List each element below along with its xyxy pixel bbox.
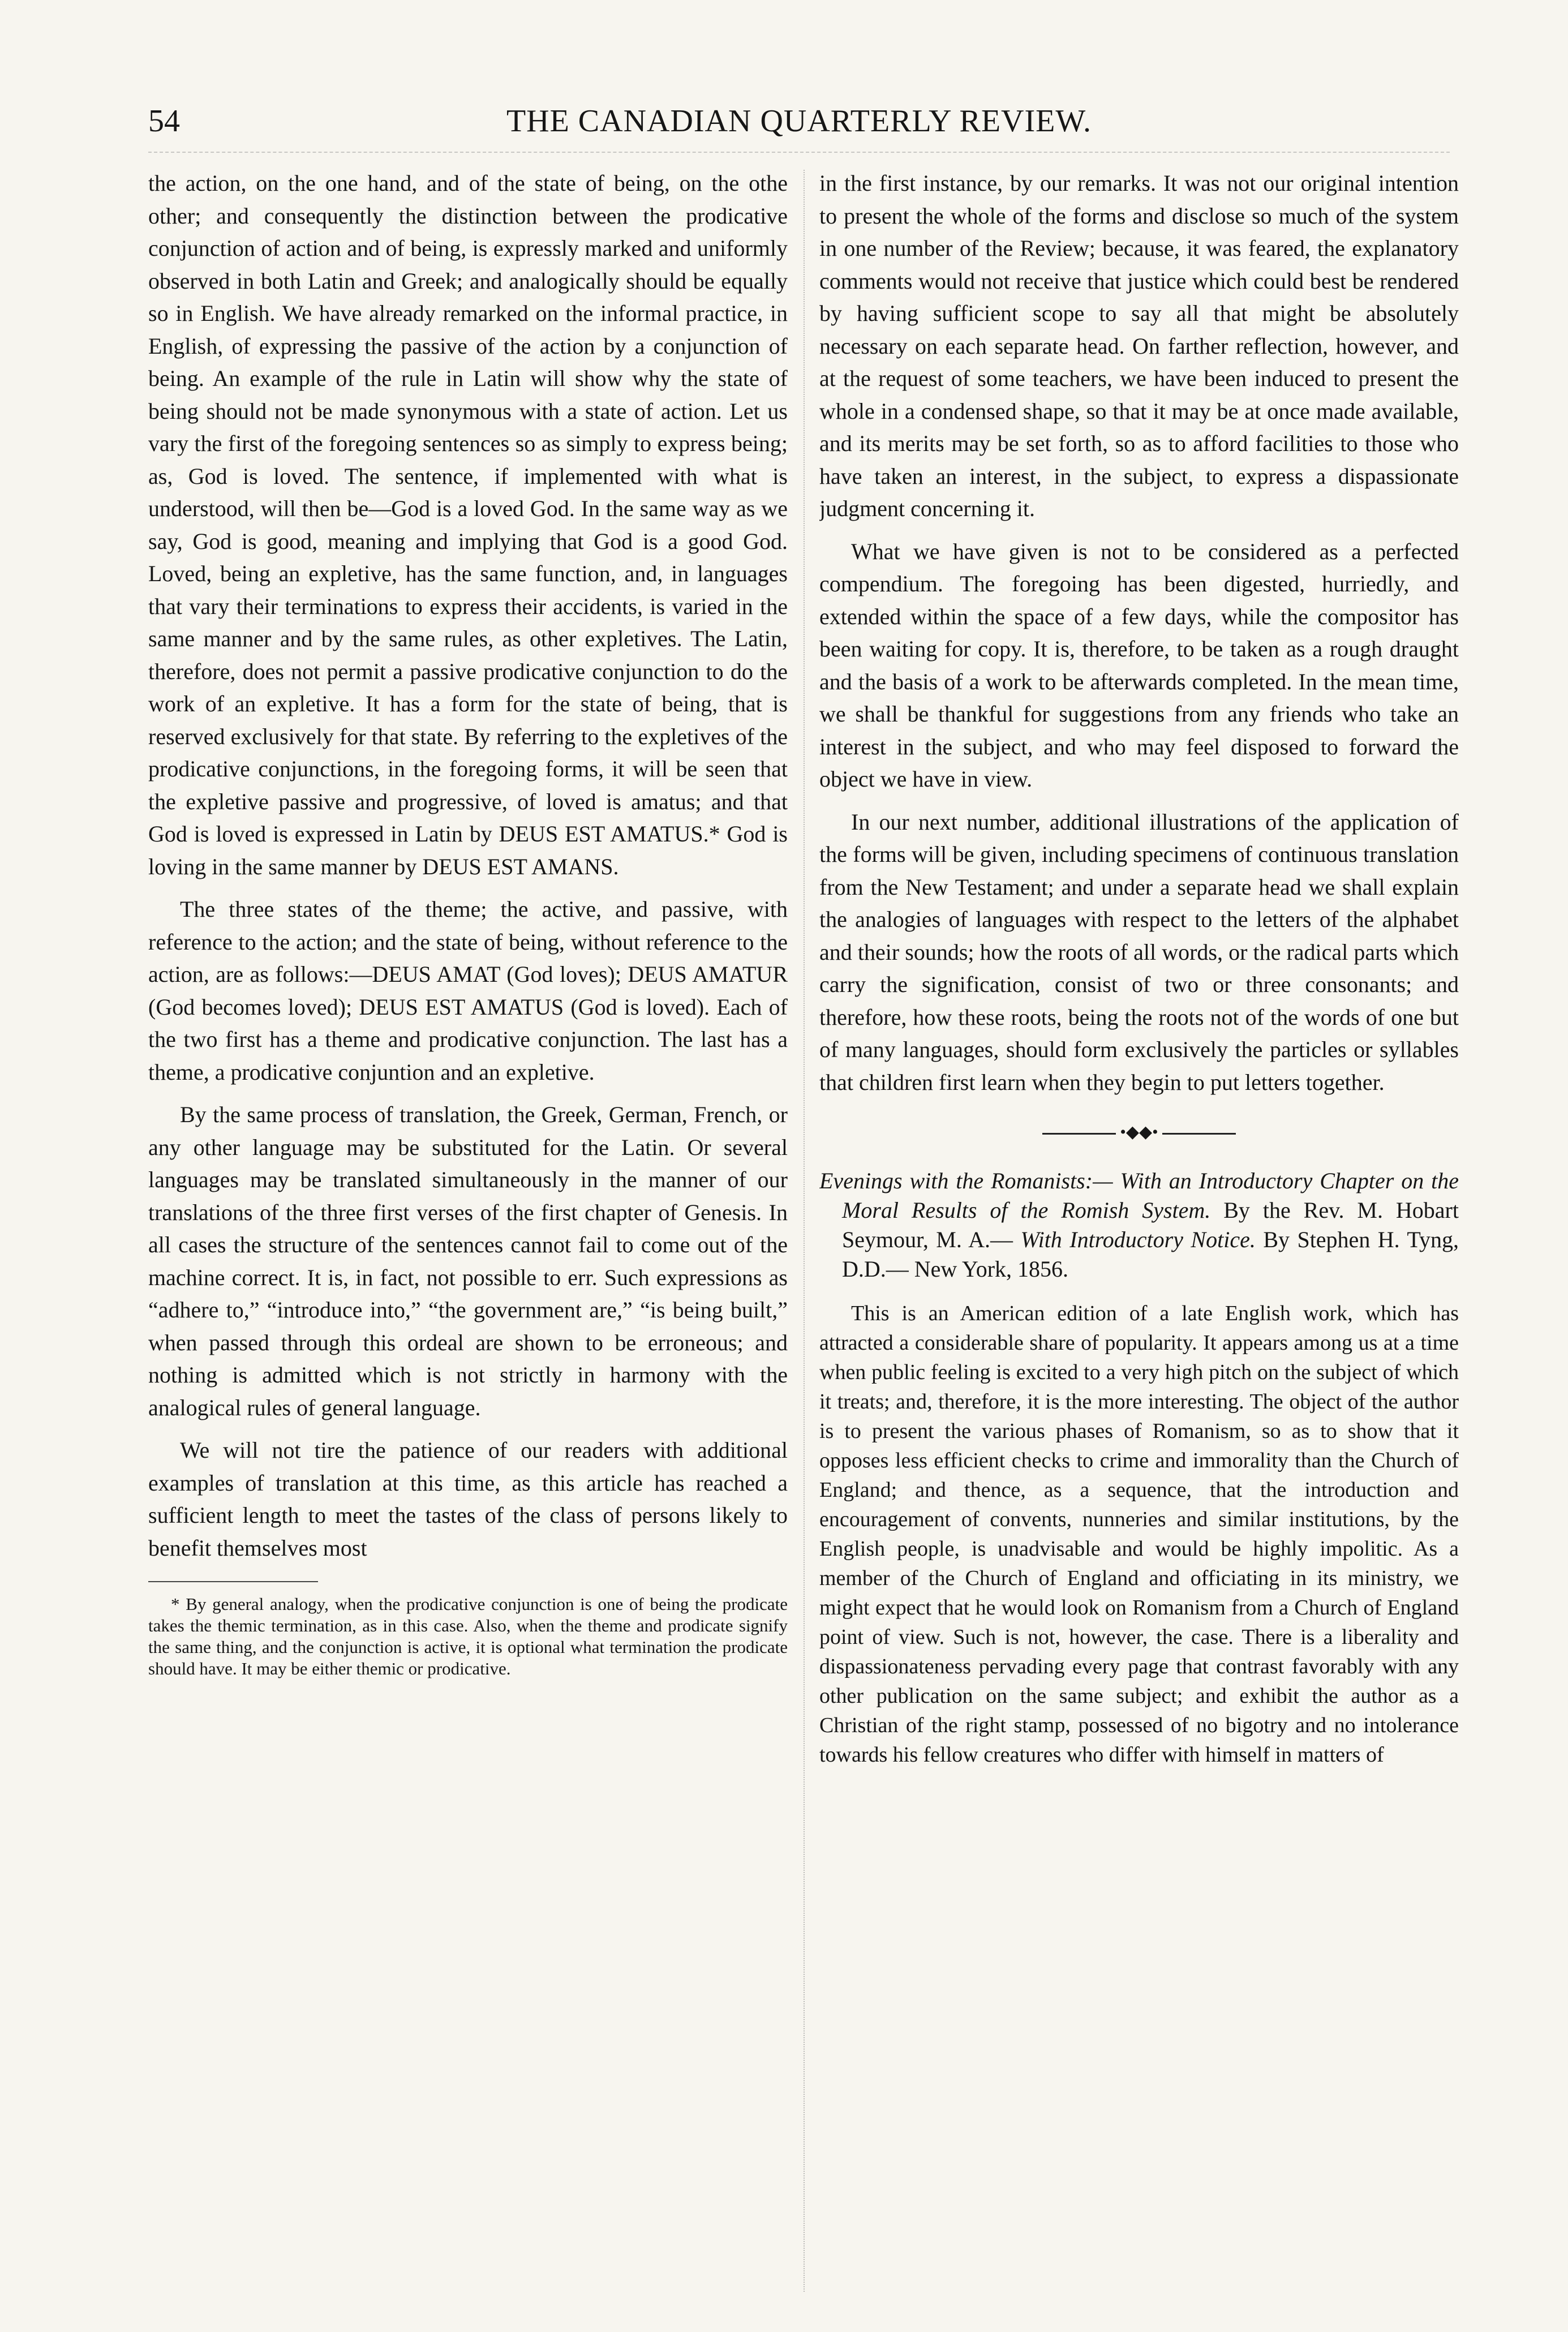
right-column	[819, 167, 1459, 2295]
left-paragraph-3: By the same process of translation, the Greek, German, French, or any other language may be substituted for the Latin. Or several languages may be translated simultaneously in the manner of our translations of the three first verses of the first chapter of Genesis. In all cases the structure of the sentences cannot fail to come out of the machine correct. It is, in fact, not possible to err. Such expressions as “adhere to,” “introduce into,” “the government are,” “is being built,” when passed through this ordeal are shown to be erroneous; and nothing is admitted which is not strictly in harmony with the analogical rules of general language.	[148, 1102, 788, 1420]
ornament-line-left	[1042, 1133, 1116, 1135]
review-notice: With Introductory Notice.	[1020, 1227, 1256, 1252]
right-paragraph-1: in the first instance, by our remarks. It was not our original intention to present the whole of the forms and disclose so much of the system in one number of the Review; because, it was feared, the explanatory comments would not receive that justice which could best be rendered by having sufficient scope to say all that might be absolutely necessary on each separate head. On farther reflection, however, and at the request of some teachers, we have been induced to present the whole in a condensed shape, so that it may be at once made available, and its merits may be set forth, so as to afford facilities to those who have taken an interest, in the subject, to express a dispassionate judgment concerning it.	[819, 170, 1459, 521]
left-paragraph-4: We will not tire the patience of our readers with additional examples of translation at this time, as this article has reached a sufficient length to meet the tastes of the class of persons likely to benefit themselves most	[148, 1437, 788, 1561]
header-rule	[148, 152, 1450, 153]
left-column	[148, 167, 788, 2295]
ornament-line-right	[1162, 1133, 1236, 1135]
running-title: THE CANADIAN QUARTERLY REVIEW.	[506, 104, 1092, 139]
ornament-glyph: •◆◆•	[1120, 1123, 1158, 1141]
column-divider	[804, 170, 805, 2292]
left-paragraph-2: The three states of the theme; the active, and passive, with reference to the action; and the state of being, without reference to the action, are as follows:—DEUS AMAT (God loves); DEUS AMATUR (God becomes loved); DEUS EST AMATUS (God is loved). Each of the two first has a theme and prodicative conjunction. The last has a theme, a prodicative conjuntion and an expletive.	[148, 896, 788, 1085]
review-body: This is an American edition of a late English work, which has attracted a considerable share of popularity. It appears among us at a time when public feeling is excited to a very high pitch on the subject of which it treats; and, therefore, it is the more interesting. The object of the author is to present the various phases of Romanism, so as to show that it opposes less efficient checks to crime and immorality than the Church of England; and thence, as a sequence, that the introduction and encouragement of convents, nunneries and similar institutions, by the English people, is unadvisable and would be highly impolitic. As a member of the Church of England and officiating in its ministry, we might expect that he would look on Romanism from a Church of England point of view. Such is not, however, the case. There is a liberality and dispassionateness pervading every page that contrast favorably with any other publication on the same subject; and exhibit the author as a Christian of the right stamp, possessed of no bigotry and no intolerance towards his fellow creatures who differ with himself in matters of	[819, 1302, 1459, 1767]
footnote-rule	[148, 1581, 318, 1582]
review-title: Evenings with the Romanists:— With an Introductory Chapter on the Moral Results of the Romish System.	[819, 1168, 1459, 1223]
review-notice-by: By Stephen H. Tyng, D.D.— New York, 1856.	[842, 1227, 1459, 1282]
page-header	[148, 101, 1450, 146]
review-byline: By the Rev. M. Hobart Seymour, M. A.—	[842, 1197, 1459, 1252]
right-paragraph-3: In our next number, additional illustrations of the application of the forms will be given, including specimens of continuous translation from the New Testament; and under a separate head we shall explain the analogies of languages with respect to the letters of the alphabet and their sounds; how the roots of all words, or the radical parts which carry the signification, consist of two or three consonants; and therefore, how these roots, being the roots not of the words of one but of many languages, should form exclusively the particles or syllables that children first learn when they begin to put letters together.	[819, 809, 1459, 1095]
book-review-heading	[819, 1166, 1459, 1284]
footnote: * By general analogy, when the prodicative conjunction is one of being the prodicate takes the themic termination, as in this case. Also, when the theme and prodicate signify the same thing, and the conjunction is active, it is optional what termination the prodicate should have. It may be either themic or prodicative.	[148, 1594, 788, 1678]
right-paragraph-2: What we have given is not to be considered as a perfected compendium. The foregoing has been digested, hurriedly, and extended within the space of a few days, while the compositor has been waiting for copy. It is, therefore, to be taken as a rough draught and the basis of a work to be afterwards completed. In the mean time, we shall be thankful for suggestions from any friends who take an interest in the subject, and who may feel disposed to forward the object we have in view.	[819, 538, 1459, 792]
left-paragraph-1: the action, on the one hand, and of the state of being, on the othe other; and consequently the distinction between the prodicative conjunction of action and of being, is expressly marked and uniformly observed in both Latin and Greek; and analogically should be equally so in English. We have already remarked on the informal practice, in English, of expressing the passive of the action by a conjunction of being. An example of the rule in Latin will show why the state of being should not be made synonymous with a state of action. Let us vary the first of the foregoing sentences so as simply to express being; as, God is loved. The sentence, if implemented with what is understood, will then be—God is a loved God. In the same way as we say, God is good, meaning and implying that God is a good God. Loved, being an expletive, has the same function, and, in languages that vary their terminations to express their accidents, is varied in the same manner and by the same rules, as other expletives. The Latin, therefore, does not permit a passive prodicative conjunction to do the work of an expletive. It has a form for the state of being, that is reserved exclusively for that state. By referring to the expletives of the prodicative conjunctions, in the foregoing forms, it will be seen that the expletive passive and progressive, of loved is amatus; and that God is loved is expressed in Latin by DEUS EST AMATUS.* God is loving in the same manner by DEUS EST AMANS.	[148, 170, 788, 879]
section-ornament	[819, 1121, 1459, 1144]
page-number: 54	[148, 104, 180, 139]
